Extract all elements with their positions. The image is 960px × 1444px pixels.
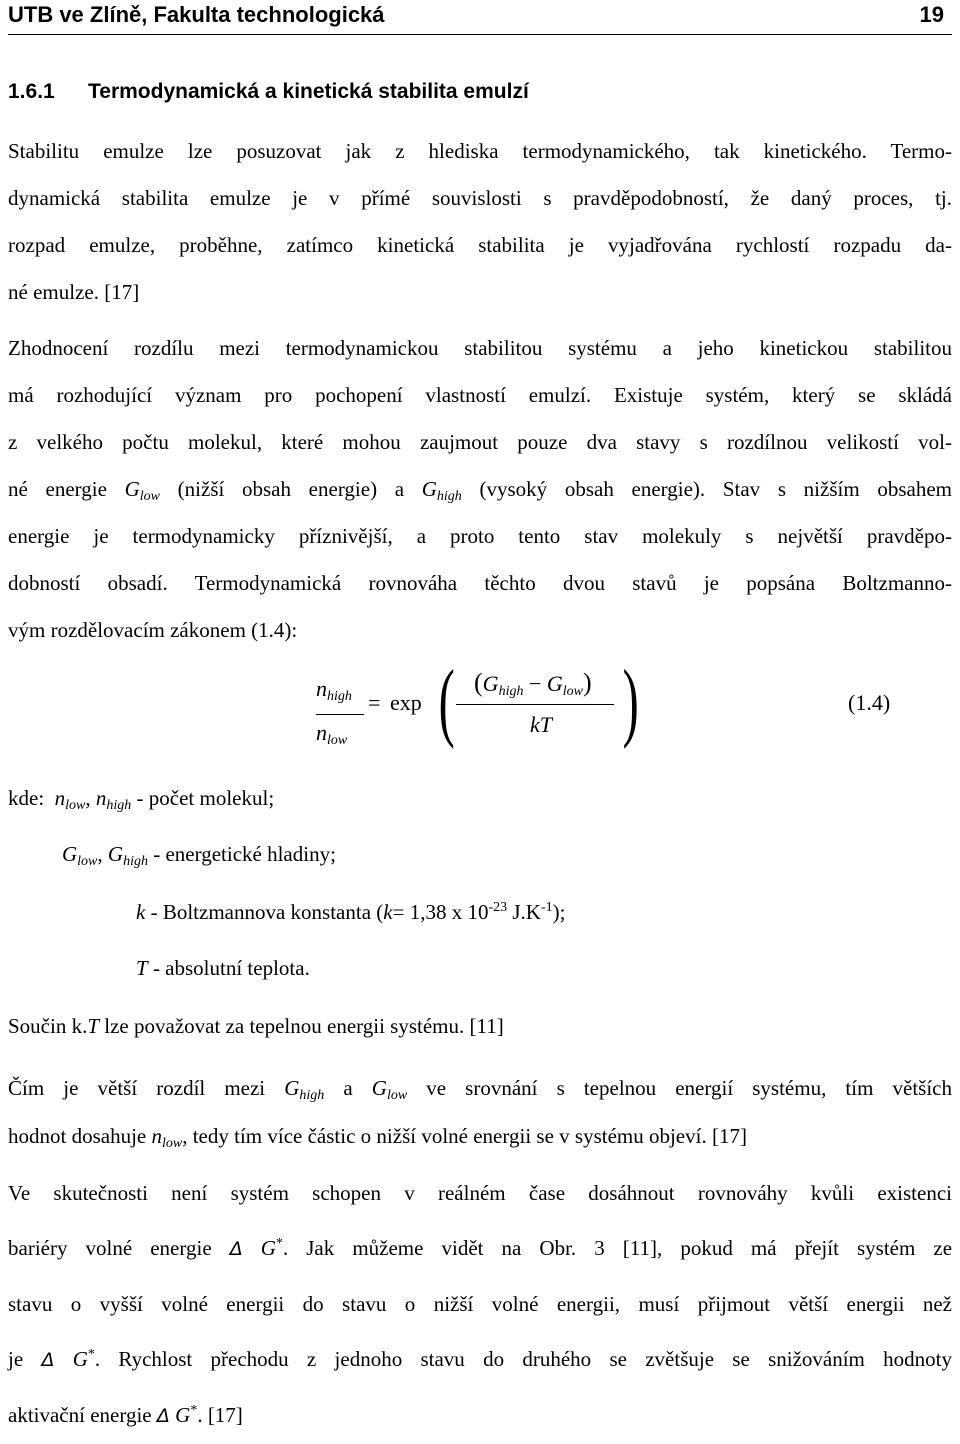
left-parenthesis: (: [438, 653, 455, 750]
paragraph-activation-barrier: [8, 1166, 952, 1444]
paragraph-energy-difference: [8, 1064, 952, 1160]
header-title: UTB ve Zlíně, Fakulta technologická: [8, 2, 385, 27]
text-line: Stabilitu emulze lze posuzovat jak z hlediska termodynamického, tak kinetického. Termo-: [8, 139, 952, 163]
paragraph-thermal-energy: Součin k.T lze považovat za tepelnou energii systému. [11]: [8, 1014, 504, 1038]
text-line: dynamická stabilita emulze je v přímé souvislosti s pravděpodobností, že daný proces, tj.: [8, 186, 952, 210]
section-number: 1.6.1: [8, 80, 55, 103]
text-line: dobností obsadí. Termodynamická rovnováha těchto dvou stavů je popsána Boltzmanno-: [8, 571, 952, 595]
text-line: aktivační energie Δ G*. [17]: [8, 1403, 243, 1427]
definition-k: k - Boltzmannova konstanta (k= 1,38 x $10^{-23}$ $J.K^{-1}$);: [136, 900, 566, 924]
equals-sign: =: [368, 690, 381, 715]
definition-g: $G_{low}$, $G_{high}$ - energetické hladiny;: [62, 842, 336, 869]
text-line: Ve skutečnosti není systém schopen v reálném čase dosáhnout rovnováhy kvůli existenci: [8, 1181, 952, 1205]
equation-boltzmann: $n_{high}$ $n_{low}$ = exp ( $(G_{high} - G_{low})$ kT ) (1.4): [316, 653, 891, 750]
paragraph-stability-intro: [8, 128, 952, 316]
page-header: [8, 0, 952, 35]
text-line: je Δ G*. Rychlost přechodu z jednoho stavu do druhého se zvětšuje se snižováním hodnoty: [8, 1347, 952, 1371]
text-line: Čím je větší rozdíl mezi $G_{high}$ a $G_{low}$ ve srovnání s tepelnou energií systému, tím větších: [8, 1076, 952, 1103]
text-line: bariéry volné energie Δ G*. Jak můžeme vidět na Obr. 3 [11], pokud má přejít systém ze: [8, 1236, 953, 1260]
text-line: né energie $G_{low}$ (nižší obsah energie) a $G_{high}$ (vysoký obsah energie). Stav s nižším obsahem: [8, 477, 953, 504]
paragraph-boltzmann-intro: [8, 325, 952, 654]
right-parenthesis: ): [622, 653, 639, 750]
text-line: né emulze. [17]: [8, 280, 140, 304]
equation-label: (1.4): [848, 690, 891, 715]
text-line: energie je termodynamicky příznivější, a proto tento stav molekuly s největší pravděpo-: [8, 524, 952, 548]
text-line: rozpad emulze, proběhne, zatímco kinetická stabilita je vyjadřována rychlostí rozpadu da-: [8, 233, 952, 257]
definition-t: T - absolutní teplota.: [136, 956, 310, 980]
page-number: 19: [919, 2, 944, 27]
text-line: hodnot dosahuje $n_{low}$, tedy tím více částic o nižší volné energii se v systému objeví. [17]: [8, 1124, 747, 1151]
minus-sign: [456, 704, 478, 705]
text-line: vým rozdělovacím zákonem (1.4):: [8, 618, 298, 642]
definition-n: kde: $n_{low}$, $n_{high}$ - počet molekul;: [8, 786, 275, 813]
text-line: z velkého počtu molekul, které mohou zaujmout pouze dva stavy s rozdílnou velikostí vol-: [8, 430, 952, 454]
section-title: Termodynamická a kinetická stabilita emulzí: [88, 80, 529, 103]
text-line: Zhodnocení rozdílu mezi termodynamickou stabilitou systému a jeho kinetickou stabilitou: [8, 336, 952, 360]
text-line: stavu o vyšší volné energii do stavu o nižší volné energii, musí přijmout větší energii než: [8, 1292, 952, 1316]
section-heading: [8, 80, 529, 104]
exp-operator: exp: [390, 690, 422, 715]
text-line: má rozhodující význam pro pochopení vlastností emulzí. Existuje systém, který se skládá: [8, 383, 952, 407]
